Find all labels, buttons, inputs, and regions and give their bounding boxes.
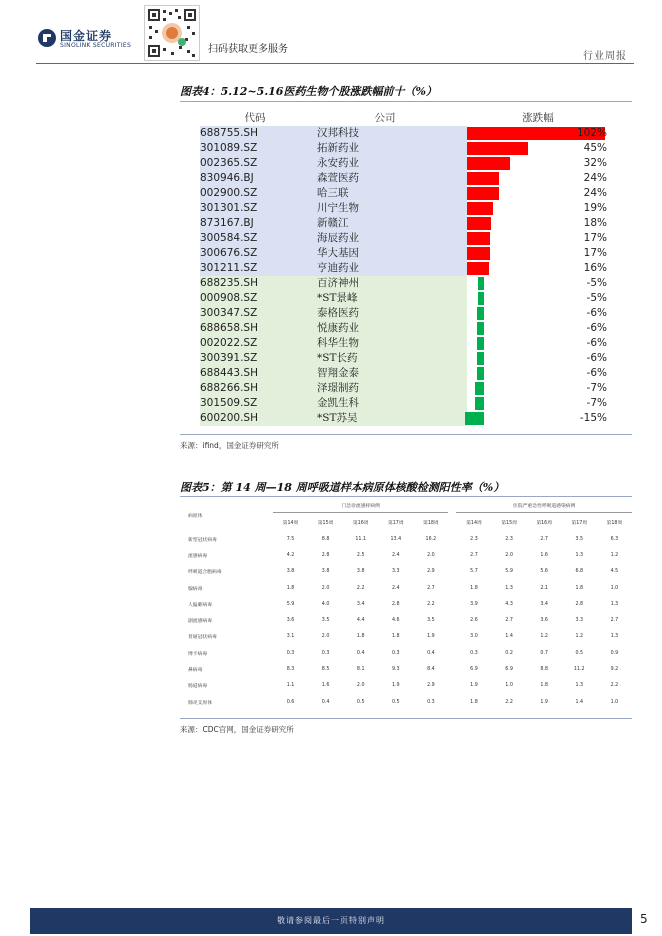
figure4-table-row <box>200 366 609 381</box>
header-divider <box>36 63 634 64</box>
figure4-table-row <box>200 291 609 306</box>
week-header-inpatient: 第18周 <box>606 520 623 526</box>
figure5-title: 图表5：第 14 周—18 周呼吸道样本病原体核酸检测阳性率（%） <box>180 481 505 494</box>
company-name: 拓新药业 <box>317 142 359 154</box>
outpatient-rate: 3.6 <box>286 618 295 624</box>
stock-code: 830946.BJ <box>200 172 254 184</box>
gain-bar <box>467 217 491 230</box>
inpatient-rate: 6.9 <box>470 667 478 673</box>
company-name: 泰格医药 <box>317 307 359 319</box>
figure4-table-row <box>200 156 609 171</box>
change-cell <box>467 186 609 201</box>
inpatient-rate: 1.8 <box>470 585 478 591</box>
qr-caption: 扫码获取更多服务 <box>208 44 288 55</box>
company-name: 泽璟制药 <box>317 382 359 394</box>
figure4-table-row <box>200 261 609 276</box>
company-name: *ST景峰 <box>317 292 358 304</box>
pathogen-name: 腺病毒 <box>188 586 203 592</box>
change-value: -15% <box>579 412 607 424</box>
pathogen-row <box>180 629 632 645</box>
inpatient-rate: 2.7 <box>540 536 548 542</box>
change-value: 16% <box>583 262 607 274</box>
outpatient-rate: 1.8 <box>391 634 400 640</box>
change-value: 45% <box>583 142 607 154</box>
inpatient-rate: 1.8 <box>540 683 548 689</box>
outpatient-rate: 2.2 <box>356 585 365 591</box>
loss-bar <box>477 352 485 365</box>
outpatient-rate: 3.5 <box>321 618 330 624</box>
outpatient-rate: 2.9 <box>427 569 435 575</box>
outpatient-rate: 2.5 <box>356 552 365 558</box>
inpatient-rate: 1.0 <box>505 683 513 689</box>
inpatient-rate: 3.9 <box>470 601 478 607</box>
report-type-label: 行业周报 <box>583 51 627 62</box>
outpatient-rate: 8.1 <box>356 667 365 673</box>
outpatient-rate: 1.6 <box>321 683 330 689</box>
week-header-outpatient: 第14周 <box>282 520 299 526</box>
company-name-cn: 国金证券 <box>60 29 113 43</box>
inpatient-rate: 3.4 <box>540 601 548 607</box>
outpatient-rate: 2.0 <box>321 634 330 640</box>
outpatient-rate: 0.3 <box>286 650 295 656</box>
pathogen-name: 流感病毒 <box>188 553 208 559</box>
change-cell <box>467 306 609 321</box>
week-header-outpatient: 第15周 <box>317 520 334 526</box>
outpatient-rate: 8.5 <box>321 667 330 673</box>
inpatient-rate: 1.3 <box>575 683 584 689</box>
change-cell <box>467 381 609 396</box>
change-cell <box>467 201 609 216</box>
outpatient-rate: 4.2 <box>286 552 295 558</box>
footer-disclaimer[interactable]: 敬请参阅最后一页特别声明 <box>277 916 385 925</box>
figure4-table-row <box>200 126 609 141</box>
pathogen-name: 人偏肺病毒 <box>188 602 212 608</box>
change-value: -6% <box>586 322 607 334</box>
company-name: *ST长药 <box>317 352 358 364</box>
outpatient-rate: 8.4 <box>427 667 435 673</box>
gain-bar <box>467 172 499 185</box>
change-value: 24% <box>583 187 607 199</box>
outpatient-rate: 2.9 <box>427 683 435 689</box>
loss-bar <box>465 412 484 425</box>
outpatient-rate: 3.5 <box>427 618 435 624</box>
change-value: 24% <box>583 172 607 184</box>
gain-bar <box>467 232 490 245</box>
outpatient-rate: 0.4 <box>356 650 365 656</box>
outpatient-rate: 2.7 <box>427 585 435 591</box>
column-header-company: 公司 <box>374 112 396 124</box>
change-value: 17% <box>583 232 607 244</box>
loss-bar <box>478 277 484 290</box>
company-name: 海辰药业 <box>317 232 359 244</box>
loss-bar <box>478 292 484 305</box>
pathogen-row <box>180 661 632 677</box>
stock-code: 688658.SH <box>200 322 258 334</box>
pathogen-row <box>180 547 632 563</box>
inpatient-rate: 6.3 <box>610 536 619 542</box>
inpatient-rate: 1.3 <box>505 585 513 591</box>
group-header-outpatient: 门急诊流感样病例 <box>273 499 448 513</box>
loss-bar <box>477 337 485 350</box>
inpatient-rate: 2.0 <box>505 552 513 558</box>
figure4-title: 图表4：5.12~5.16医药生物个股涨跌幅前十（%） <box>180 85 437 98</box>
outpatient-rate: 0.4 <box>321 699 330 705</box>
outpatient-rate: 0.3 <box>321 650 330 656</box>
pathogen-name: 肠道病毒 <box>188 684 208 690</box>
inpatient-rate: 0.5 <box>575 650 584 656</box>
inpatient-rate: 2.6 <box>470 618 478 624</box>
company-name: 智翔金泰 <box>317 367 359 379</box>
change-cell <box>467 276 609 291</box>
outpatient-rate: 0.5 <box>391 699 400 705</box>
gain-bar <box>467 157 510 170</box>
pathogen-name: 肺炎支原体 <box>188 700 212 706</box>
stock-code: 300584.SZ <box>200 232 258 244</box>
change-cell <box>467 351 609 366</box>
outpatient-rate: 1.8 <box>356 634 365 640</box>
change-cell <box>467 231 609 246</box>
stock-code: 300391.SZ <box>200 352 258 364</box>
inpatient-rate: 1.2 <box>540 634 548 640</box>
week-header-outpatient: 第18周 <box>423 520 439 526</box>
figure4-table-row <box>200 216 609 231</box>
change-value: 18% <box>583 217 607 229</box>
week-header-inpatient: 第14周 <box>466 520 482 526</box>
stock-code: 688266.SH <box>200 382 258 394</box>
pathogen-row <box>180 645 632 661</box>
change-cell <box>467 171 609 186</box>
figure5-bottom-rule <box>180 718 632 719</box>
change-cell <box>467 291 609 306</box>
figure4-table-row <box>200 231 609 246</box>
inpatient-rate: 0.3 <box>470 650 478 656</box>
stock-code: 301211.SZ <box>200 262 258 274</box>
page-number: 5 <box>640 912 648 926</box>
outpatient-rate: 3.1 <box>286 634 295 640</box>
change-value: -6% <box>586 307 607 319</box>
loss-bar <box>477 322 485 335</box>
group-header-inpatient: 住院严重急性呼吸道感染病例 <box>456 499 632 513</box>
pathogen-name: 副流感病毒 <box>188 619 212 625</box>
company-name: 哈三联 <box>317 187 349 199</box>
change-value: 102% <box>576 127 607 139</box>
column-header-code: 代码 <box>244 112 266 124</box>
outpatient-rate: 2.0 <box>427 552 435 558</box>
outpatient-rate: 5.9 <box>286 601 295 607</box>
outpatient-rate: 3.8 <box>321 569 330 575</box>
inpatient-rate: 1.9 <box>540 699 548 705</box>
change-cell <box>467 396 609 411</box>
inpatient-rate: 6.8 <box>575 569 584 575</box>
gain-bar <box>467 142 528 155</box>
inpatient-rate: 3.0 <box>470 634 478 640</box>
inpatient-rate: 4.3 <box>505 601 513 607</box>
pathogen-name: 呼吸道合胞病毒 <box>188 570 222 576</box>
figure4-source: 来源：ifind，国金证券研究所 <box>180 441 279 450</box>
company-name: 百济神州 <box>317 277 359 289</box>
stock-code: 301089.SZ <box>200 142 258 154</box>
inpatient-rate: 0.7 <box>540 650 548 656</box>
inpatient-rate: 5.9 <box>505 569 513 575</box>
week-header-outpatient: 第17周 <box>387 520 404 526</box>
stock-code: 301509.SZ <box>200 397 258 409</box>
company-name: 川宁生物 <box>317 202 359 214</box>
company-name: 新赣江 <box>317 217 349 229</box>
outpatient-rate: 2.4 <box>391 552 400 558</box>
inpatient-rate: 5.7 <box>470 569 478 575</box>
inpatient-rate: 1.4 <box>575 699 584 705</box>
figure4-table-row <box>200 321 609 336</box>
outpatient-rate: 0.3 <box>391 650 400 656</box>
figure5-title-rule <box>180 496 632 497</box>
week-header-outpatient: 第16周 <box>352 520 369 526</box>
pathogen-row <box>180 580 632 596</box>
outpatient-rate: 0.5 <box>356 699 365 705</box>
inpatient-rate: 0.2 <box>505 650 513 656</box>
figure4-table-row <box>200 336 609 351</box>
outpatient-rate: 3.8 <box>286 569 295 575</box>
change-value: 17% <box>583 247 607 259</box>
inpatient-rate: 1.2 <box>610 552 619 558</box>
outpatient-rate: 16.2 <box>425 536 437 542</box>
figure4-title-rule <box>180 101 632 102</box>
figure5-source: 来源：CDC官网，国金证券研究所 <box>180 725 294 734</box>
stock-code: 301301.SZ <box>200 202 258 214</box>
inpatient-rate: 0.9 <box>610 650 619 656</box>
figure4-table-row <box>200 201 609 216</box>
figure4-header-row <box>200 111 609 126</box>
inpatient-rate: 1.0 <box>610 585 619 591</box>
change-cell <box>467 336 609 351</box>
change-cell <box>467 246 609 261</box>
change-value: 32% <box>583 157 607 169</box>
gain-bar <box>467 247 490 260</box>
inpatient-rate: 1.2 <box>575 634 584 640</box>
qr-code-icon[interactable] <box>144 5 200 61</box>
company-name: 森萱医药 <box>317 172 359 184</box>
change-value: -5% <box>586 292 607 304</box>
pathogen-name: 新型冠状病毒 <box>188 537 217 543</box>
inpatient-rate: 1.3 <box>610 601 619 607</box>
change-cell <box>467 261 609 276</box>
inpatient-rate: 11.2 <box>573 667 585 673</box>
outpatient-rate: 11.1 <box>355 536 367 542</box>
stock-code: 300676.SZ <box>200 247 258 259</box>
stock-code: 002900.SZ <box>200 187 258 199</box>
company-name: 汉邦科技 <box>317 127 359 139</box>
change-value: -6% <box>586 337 607 349</box>
pathogen-row <box>180 678 632 694</box>
outpatient-rate: 9.3 <box>391 667 400 673</box>
stock-code: 000908.SZ <box>200 292 258 304</box>
figure4-table-row <box>200 411 609 426</box>
gain-bar <box>467 187 499 200</box>
stock-code: 002022.SZ <box>200 337 258 349</box>
inpatient-rate: 2.3 <box>505 536 513 542</box>
figure5-table <box>180 499 632 717</box>
outpatient-rate: 13.4 <box>390 536 402 542</box>
outpatient-rate: 4.6 <box>391 618 400 624</box>
outpatient-rate: 0.4 <box>427 650 435 656</box>
figure4-table-row <box>200 306 609 321</box>
figure4-table-row <box>200 276 609 291</box>
inpatient-rate: 2.2 <box>505 699 513 705</box>
inpatient-rate: 2.7 <box>505 618 513 624</box>
company-name: 华大基因 <box>317 247 359 259</box>
stock-code: 688443.SH <box>200 367 258 379</box>
inpatient-rate: 6.9 <box>505 667 513 673</box>
stock-code: 688235.SH <box>200 277 258 289</box>
change-value: -6% <box>586 352 607 364</box>
outpatient-rate: 2.0 <box>356 683 365 689</box>
pathogen-row <box>180 612 632 628</box>
company-name: *ST苏吴 <box>317 412 358 424</box>
outpatient-rate: 2.4 <box>391 585 400 591</box>
outpatient-rate: 1.1 <box>286 683 295 689</box>
company-name: 金凯生科 <box>317 397 359 409</box>
change-value: -5% <box>586 277 607 289</box>
figure4-table-row <box>200 171 609 186</box>
pathogen-row <box>180 596 632 612</box>
inpatient-rate: 8.8 <box>540 667 548 673</box>
stock-code: 873167.BJ <box>200 217 254 229</box>
inpatient-rate: 1.3 <box>575 552 584 558</box>
figure4-table-row <box>200 396 609 411</box>
change-cell <box>467 126 609 141</box>
figure4-bottom-rule <box>180 434 632 435</box>
outpatient-rate: 2.0 <box>321 585 330 591</box>
loss-bar <box>477 367 485 380</box>
inpatient-rate: 2.1 <box>540 585 548 591</box>
figure4-table-row <box>200 141 609 156</box>
outpatient-rate: 1.8 <box>286 585 295 591</box>
change-value: -6% <box>586 367 607 379</box>
inpatient-rate: 2.7 <box>610 618 619 624</box>
pathogen-name: 普通冠状病毒 <box>188 635 217 641</box>
inpatient-rate: 2.7 <box>470 552 478 558</box>
inpatient-rate: 1.0 <box>610 699 619 705</box>
outpatient-rate: 8.8 <box>321 536 330 542</box>
inpatient-rate: 1.8 <box>575 585 584 591</box>
inpatient-rate: 4.5 <box>610 569 619 575</box>
outpatient-rate: 8.3 <box>286 667 295 673</box>
pathogen-row <box>180 564 632 580</box>
inpatient-rate: 1.9 <box>470 683 478 689</box>
inpatient-rate: 3.5 <box>575 536 584 542</box>
column-header-change: 涨跌幅 <box>522 112 554 124</box>
inpatient-rate: 2.3 <box>470 536 478 542</box>
week-header-inpatient: 第16周 <box>536 520 553 526</box>
inpatient-rate: 2.8 <box>575 601 584 607</box>
change-cell <box>467 321 609 336</box>
outpatient-rate: 3.4 <box>356 601 365 607</box>
row-header-pathogen: 病原体 <box>188 513 203 519</box>
change-cell <box>467 141 609 156</box>
loss-bar <box>475 382 484 395</box>
outpatient-rate: 2.8 <box>391 601 400 607</box>
outpatient-rate: 3.3 <box>391 569 400 575</box>
change-value: -7% <box>586 382 607 394</box>
stock-code: 002365.SZ <box>200 157 258 169</box>
inpatient-rate: 3.6 <box>540 618 548 624</box>
stock-code: 600200.SH <box>200 412 258 424</box>
pathogen-name: 博卡病毒 <box>188 651 208 657</box>
stock-code: 688755.SH <box>200 127 258 139</box>
company-name: 永安药业 <box>317 157 359 169</box>
inpatient-rate: 1.4 <box>505 634 513 640</box>
outpatient-rate: 4.0 <box>321 601 330 607</box>
company-name-en: SINOLINK SECURITIES <box>60 42 132 49</box>
inpatient-rate: 2.2 <box>610 683 619 689</box>
pathogen-name: 鼻病毒 <box>188 668 203 674</box>
outpatient-rate: 0.6 <box>286 699 295 705</box>
change-cell <box>467 156 609 171</box>
outpatient-rate: 2.8 <box>321 552 330 558</box>
outpatient-rate: 3.8 <box>356 569 365 575</box>
inpatient-rate: 1.8 <box>470 699 478 705</box>
outpatient-rate: 1.9 <box>427 634 435 640</box>
outpatient-rate: 7.5 <box>286 536 295 542</box>
inpatient-rate: 3.3 <box>575 618 584 624</box>
figure4-table-row <box>200 381 609 396</box>
outpatient-rate: 1.9 <box>391 683 400 689</box>
inpatient-rate: 1.3 <box>610 634 619 640</box>
company-name: 悦康药业 <box>317 322 359 334</box>
change-cell <box>467 216 609 231</box>
figure4-table-row <box>200 246 609 261</box>
week-header-inpatient: 第17周 <box>571 520 588 526</box>
gain-bar <box>467 262 489 275</box>
loss-bar <box>477 307 485 320</box>
inpatient-rate: 1.6 <box>540 552 548 558</box>
company-name: 亨迪药业 <box>317 262 359 274</box>
outpatient-rate: 0.3 <box>427 699 435 705</box>
loss-bar <box>475 397 484 410</box>
figure4-table-row <box>200 351 609 366</box>
gain-bar <box>467 202 493 215</box>
pathogen-row <box>180 531 632 547</box>
week-header-inpatient: 第15周 <box>501 520 517 526</box>
inpatient-rate: 9.2 <box>610 667 619 673</box>
change-value: 19% <box>583 202 607 214</box>
stock-code: 300347.SZ <box>200 307 258 319</box>
change-value: -7% <box>586 397 607 409</box>
pathogen-row <box>180 694 632 710</box>
change-cell <box>467 366 609 381</box>
inpatient-rate: 5.6 <box>540 569 548 575</box>
sinolink-logo-icon <box>37 28 57 48</box>
change-cell <box>467 411 609 426</box>
company-name: 科华生物 <box>317 337 359 349</box>
figure4-table-row <box>200 186 609 201</box>
outpatient-rate: 4.4 <box>356 618 365 624</box>
outpatient-rate: 2.2 <box>427 601 435 607</box>
